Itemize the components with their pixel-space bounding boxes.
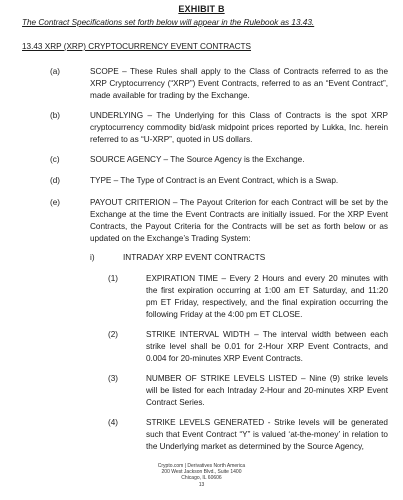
- clause-text: UNDERLYING – The Underlying for this Class of Contracts is the spot XRP cryptocurrency commodity bid/ask midpoint prices reported by Lukka, Inc. herein referred to as “U-XRP”, quoted in US dollars.: [90, 111, 388, 144]
- numbered-text: NUMBER OF STRIKE LEVELS LISTED – Nine (9) strike levels will be listed for each Intraday 2-Hour and 20-minutes XRP Event Contract Series.: [146, 374, 388, 407]
- sub-clause-text: INTRADAY XRP EVENT CONTRACTS: [123, 253, 266, 262]
- numbered-label: (4): [108, 418, 119, 427]
- numbered-text: EXPIRATION TIME – Every 2 Hours and every 20 minutes with the first expiration occurring at 1:00 am ET Saturday, and 11:20 pm ET Friday, respectively, and the final expiration occurring the following Friday at the 4:00 pm ET CLOSE.: [146, 274, 388, 319]
- footer-company: Crypto.com | Derivatives North America: [157, 463, 246, 469]
- numbered-text: STRIKE LEVELS GENERATED - Strike levels will be generated such that Event Contract “Y” is valued ‘at-the-money’ in relation to the Underlying market as determined by the Source Agency,: [146, 418, 388, 451]
- clause-label: (e): [50, 198, 61, 207]
- clause-text: PAYOUT CRITERION – The Payout Criterion for each Contract will be set by the Exchange at the time the Event Contracts are initially issued. For the XRP Event Contracts, the Payout Criteria for the Contracts will be set as forth below or as updated on the Exchange’s Trading System:: [90, 198, 388, 243]
- clause-label: (c): [50, 155, 60, 164]
- clause-label: (a): [50, 67, 61, 76]
- clause-label: (d): [50, 176, 61, 185]
- footer-address: 200 West Jackson Blvd., Suite 1400: [161, 469, 242, 476]
- numbered-label: (2): [108, 330, 119, 339]
- clause-text: SOURCE AGENCY – The Source Agency is the Exchange.: [90, 155, 305, 164]
- clause-text: SCOPE – These Rules shall apply to the Class of Contracts referred to as the XRP Cryptocurrency (“XRP”) Event Contracts, referred to as an “Event Contract”, made available for trading by the Exchange.: [90, 67, 388, 100]
- intro-note: The Contract Specifications set forth below will appear in the Rulebook as 13.43.: [22, 18, 315, 27]
- clause-label: (b): [50, 111, 61, 120]
- numbered-label: (1): [108, 274, 119, 283]
- exhibit-title: EXHIBIT B: [178, 4, 225, 14]
- clause-text: TYPE – The Type of Contract is an Event Contract, which is a Swap.: [90, 176, 339, 185]
- page-number: 13: [198, 481, 205, 488]
- page-footer: [0, 463, 403, 488]
- sub-clause-label: i): [90, 253, 95, 262]
- footer-city: Chicago, IL 60606: [181, 475, 222, 482]
- numbered-label: (3): [108, 374, 119, 383]
- numbered-text: STRIKE INTERVAL WIDTH – The interval width between each strike level shall be 0.01 for 2-Hour XRP Event Contracts, and 0.004 for 20-minutes XRP Event Contracts.: [146, 330, 388, 363]
- section-heading: 13.43 XRP (XRP) CRYPTOCURRENCY EVENT CONTRACTS: [22, 42, 252, 51]
